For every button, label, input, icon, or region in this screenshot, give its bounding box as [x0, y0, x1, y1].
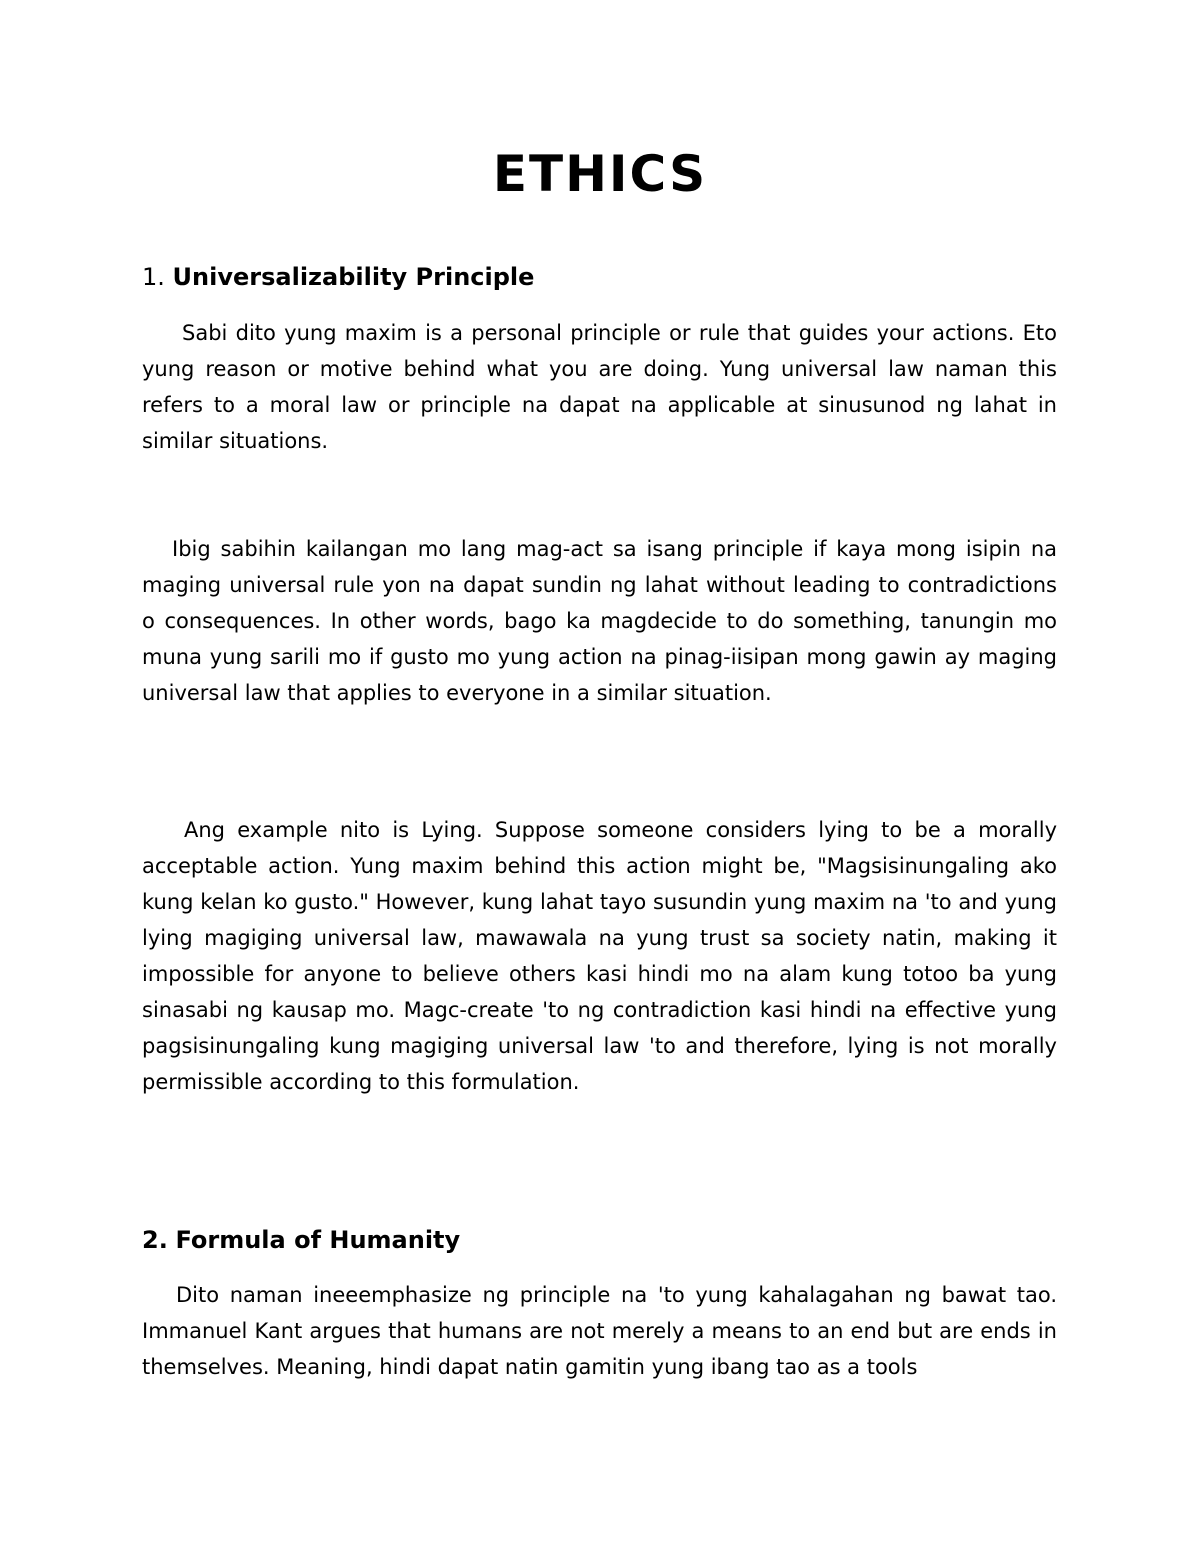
section-1-paragraph-3: Ang example nito is Lying. Suppose someone considers lying to be a morally acceptable action. Yung maxim behind this action might be, "Magsisinungaling ako kung kelan ko gusto." However, kung lahat tayo susundin yung maxim na 'to and yung lying magiging universal law, mawawala na yung trust sa society natin, making it impossible for anyone to believe others kasi hindi mo na alam kung totoo ba yung sinasabi ng kausap mo. Magc-create 'to ng contradiction kasi hindi na effective yung pagsisinungaling kung magiging universal law 'to and therefore, lying is not morally permissible according to this formulation.: [142, 818, 1057, 1094]
section-1-number: 1.: [142, 263, 165, 291]
section-1-paragraph-2: Ibig sabihin kailangan mo lang mag-act sa isang principle if kaya mong isipin na maging universal rule yon na dapat sundin ng lahat without leading to contradictions o consequences. In other words, bago ka magdecide to do something, tanungin mo muna yung sarili mo if gusto mo yung action na pinag-iisipan mong gawin ay maging universal law that applies to everyone in a similar situation.: [142, 537, 1057, 705]
section-2-title: Formula of Humanity: [175, 1226, 461, 1254]
section-2-paragraph-1: Dito naman ineeemphasize ng principle na 'to yung kahalagahan ng bawat tao. Immanuel Kant argues that humans are not merely a means to an end but are ends in themselves. Meaning, hindi dapat natin gamitin yung ibang tao as a tools: [142, 1283, 1057, 1379]
document-title: ETHICS: [492, 145, 708, 203]
section-1-title: Universalizability Principle: [172, 263, 535, 291]
section-2-heading: [142, 1225, 460, 1255]
section-1-paragraph-1: Sabi dito yung maxim is a personal principle or rule that guides your actions. Eto yung reason or motive behind what you are doing. Yung universal law naman this refers to a moral law or principle na dapat na applicable at sinusunod ng lahat in similar situations.: [142, 321, 1057, 453]
section-2-number: 2.: [142, 1226, 168, 1254]
section-1-heading: [142, 262, 534, 292]
